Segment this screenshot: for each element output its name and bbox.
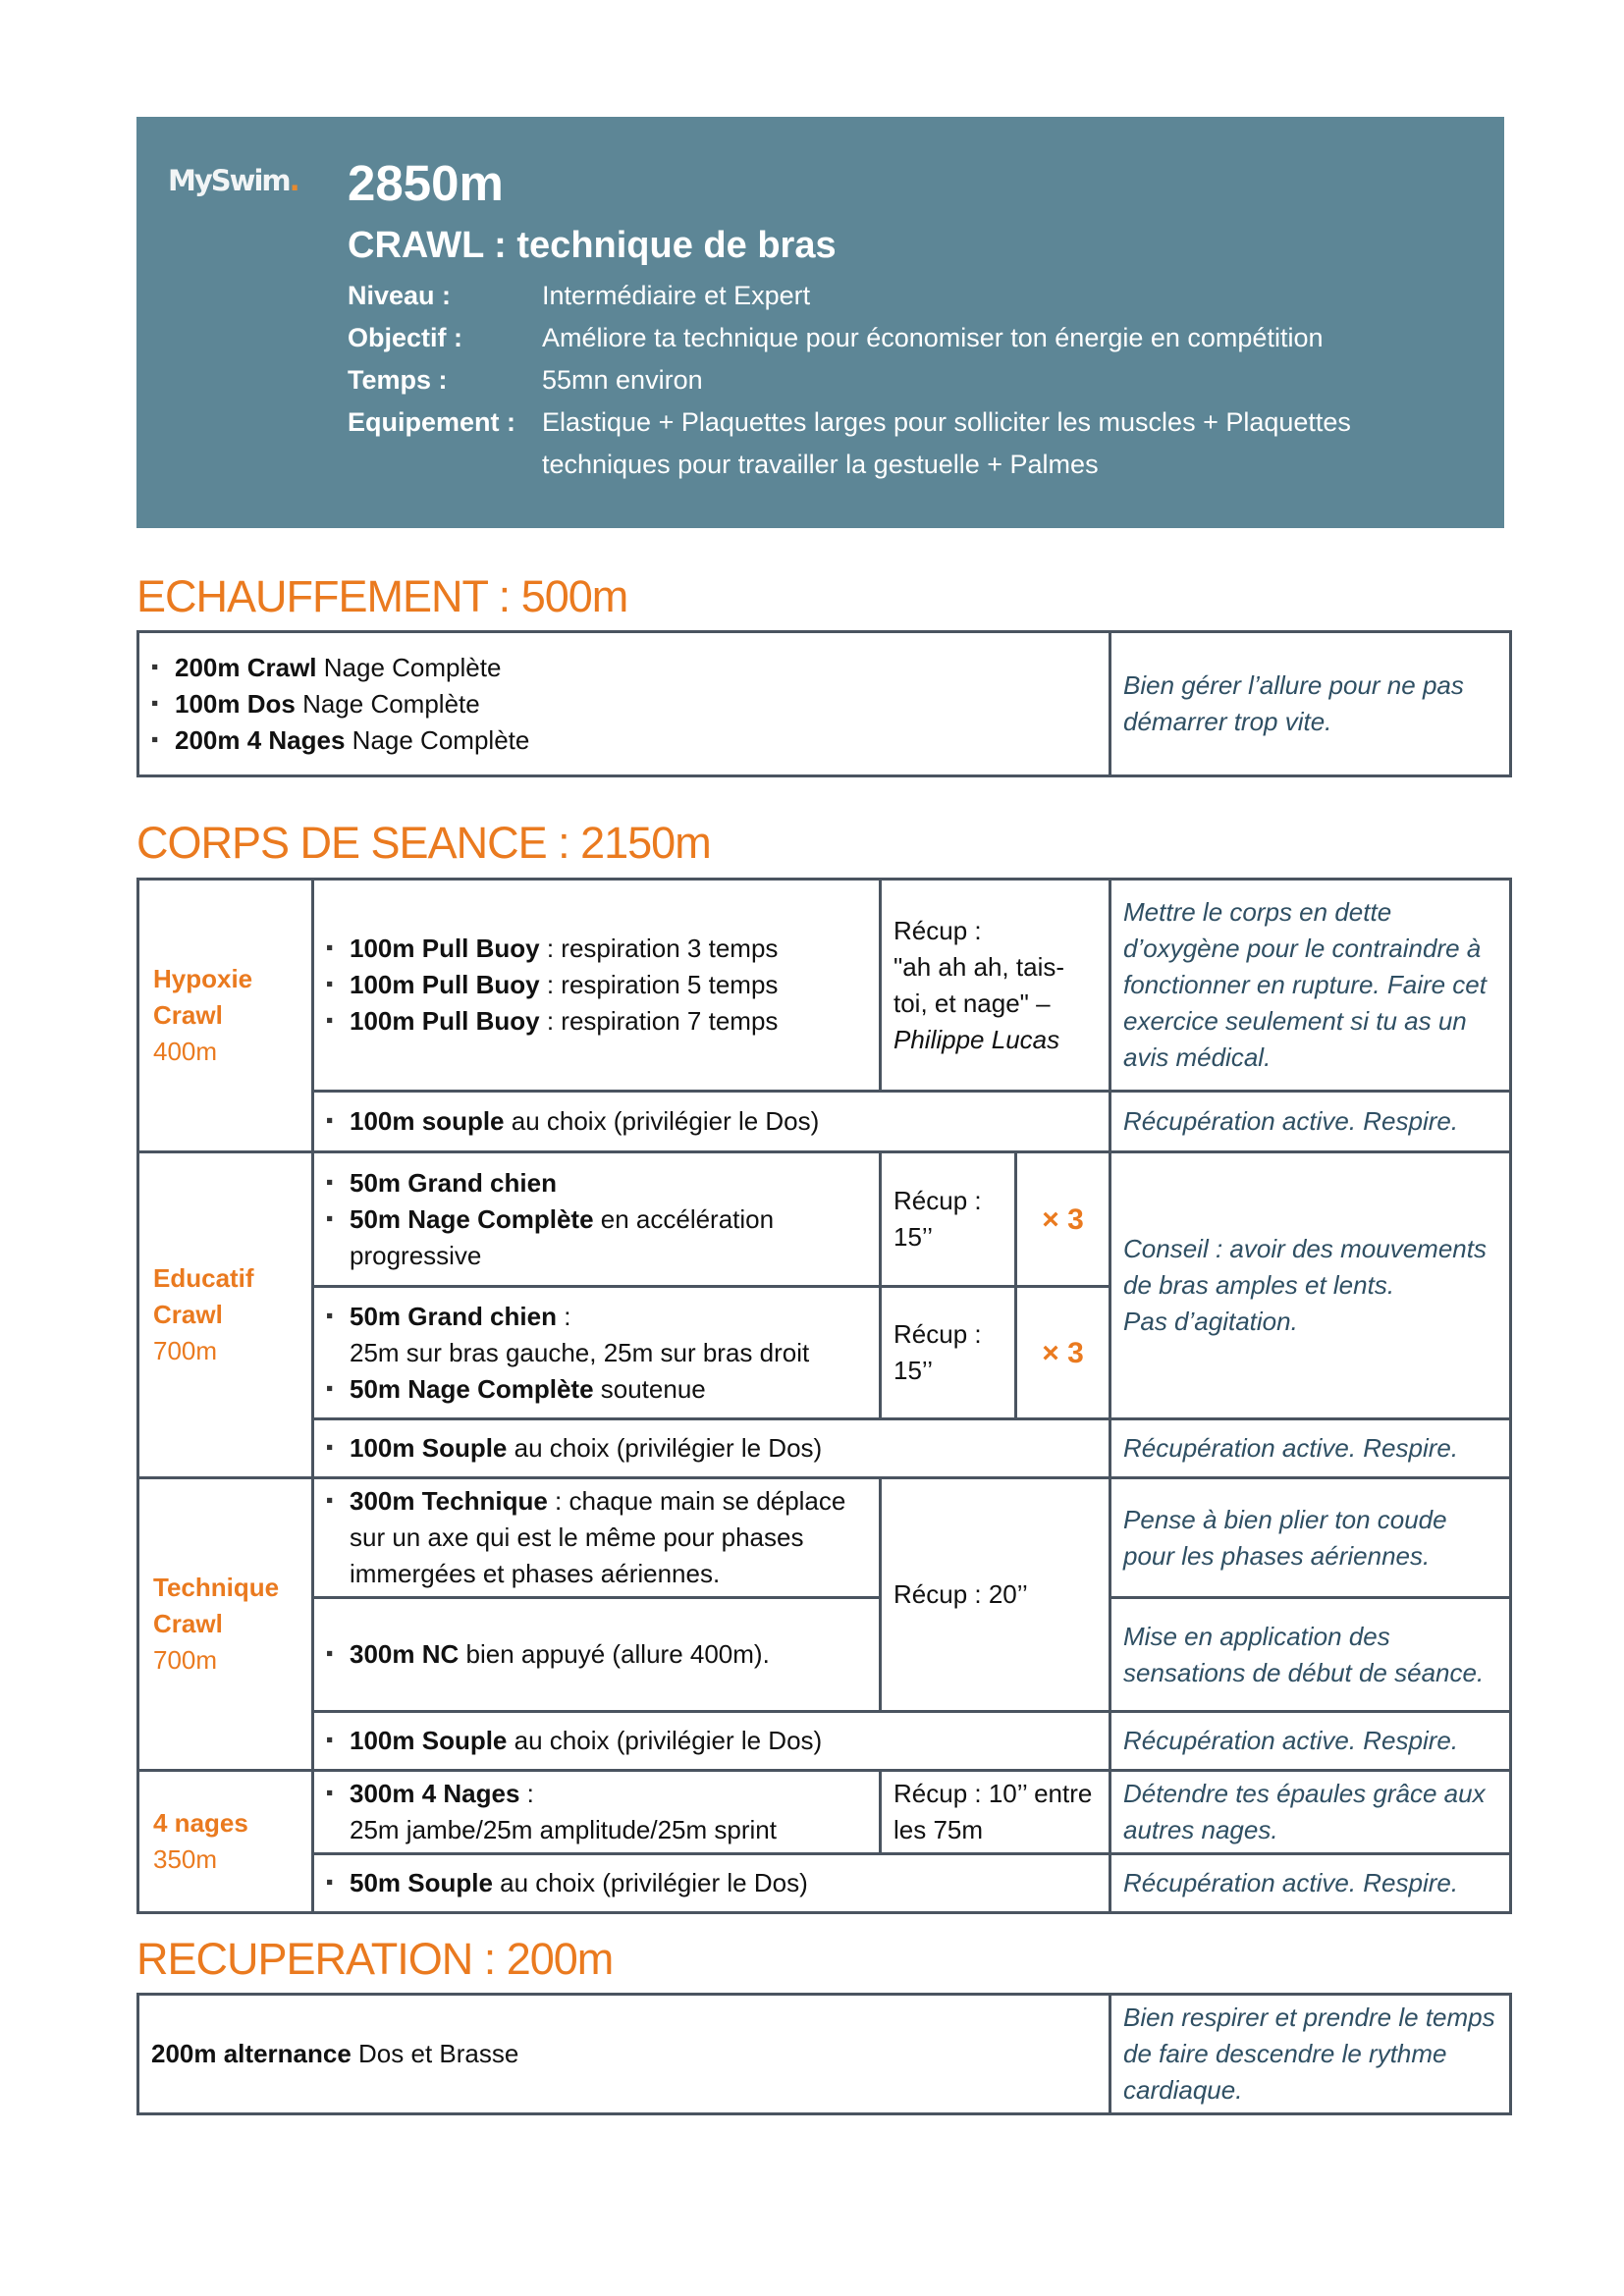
- meta-niveau: Niveau : Intermédiaire et Expert: [348, 281, 811, 310]
- hypoxie-recup: Récup : "ah ah ah, tais-toi, et nage" – Philippe Lucas: [881, 880, 1110, 1092]
- quatre-nages-souple: ▪ 50m Souple au choix (privilégier le Dos): [313, 1854, 1110, 1913]
- warmup-table: [136, 630, 1512, 777]
- table-row: [138, 1152, 1511, 1287]
- technique-item1: [313, 1478, 881, 1598]
- list-item: ▪ 200m Crawl Nage Complète: [151, 650, 1097, 686]
- table-row: [138, 1092, 1511, 1152]
- hypoxie-souple: ▪ 100m souple au choix (privilégier le Dos): [313, 1092, 1110, 1152]
- main-table: [136, 878, 1512, 1914]
- educatif-set2-recup: Récup : 15’’: [881, 1287, 1016, 1419]
- technique-note-1: Pense à bien plier ton coude pour les phases aériennes.: [1110, 1478, 1511, 1598]
- list-item: ▪ 100m Pull Buoy : respiration 5 temps: [326, 967, 867, 1003]
- table-row: [138, 1478, 1511, 1598]
- meta-objectif: Objectif : Améliore ta technique pour économiser ton énergie en compétition: [348, 323, 1324, 352]
- warmup-items: [138, 632, 1110, 776]
- table-row: [138, 1854, 1511, 1913]
- meta-temps: Temps : 55mn environ: [348, 365, 703, 395]
- session-meta: [348, 275, 1477, 486]
- list-item-detail: 25m jambe/25m amplitude/25m sprint: [350, 1815, 777, 1844]
- total-distance: 2850m: [348, 155, 504, 211]
- block-label-4-nages: 4 nages 350m: [138, 1771, 313, 1913]
- list-item: ▪ 300m Technique : chaque main se déplace sur un axe qui est le même pour phases immergées et phases aériennes.: [326, 1483, 867, 1592]
- list-item: ▪ 100m Dos Nage Complète: [151, 686, 1097, 722]
- educatif-set2: [313, 1287, 881, 1419]
- technique-souple: ▪ 100m Souple au choix (privilégier le Dos): [313, 1712, 1110, 1771]
- hypoxie-note: Mettre le corps en dette d’oxygène pour le contraindre à fonctionner en rupture. Faire cet exercice seulement si tu as un avis médical.: [1110, 880, 1511, 1092]
- repeat-multiplier: × 3: [1016, 1152, 1110, 1287]
- technique-recup: Récup : 20’’: [881, 1478, 1110, 1712]
- list-item: ▪ 50m Nage Complète soutenue: [326, 1371, 867, 1408]
- recovery-item: 200m alternance Dos et Brasse: [138, 1995, 1110, 2114]
- table-row: [138, 632, 1511, 776]
- educatif-souple: ▪ 100m Souple au choix (privilégier le Dos): [313, 1419, 1110, 1478]
- list-item: ▪ 300m NC bien appuyé (allure 400m).: [326, 1636, 867, 1673]
- session-title: CRAWL : technique de bras: [348, 225, 837, 266]
- educatif-set1-recup: Récup : 15’’: [881, 1152, 1016, 1287]
- table-row: [138, 880, 1511, 1092]
- quatre-nages-souple-note: Récupération active. Respire.: [1110, 1854, 1511, 1913]
- list-item-detail: 25m sur bras gauche, 25m sur bras droit: [350, 1337, 810, 1367]
- table-row: [138, 1771, 1511, 1854]
- technique-souple-note: Récupération active. Respire.: [1110, 1712, 1511, 1771]
- table-row: [138, 1712, 1511, 1771]
- quatre-nages-item: [313, 1771, 881, 1854]
- session-header: [136, 117, 1504, 528]
- list-item: ▪ 50m Grand chien :: [326, 1299, 867, 1335]
- educatif-set1: [313, 1152, 881, 1287]
- quatre-nages-note: Détendre tes épaules grâce aux autres nages.: [1110, 1771, 1511, 1854]
- table-row: [138, 1598, 1511, 1712]
- educatif-note: Conseil : avoir des mouvements de bras amples et lents. Pas d’agitation.: [1110, 1152, 1511, 1419]
- list-item: ▪ 50m Grand chien: [326, 1165, 867, 1201]
- hypoxie-souple-note: Récupération active. Respire.: [1110, 1092, 1511, 1152]
- main-heading: CORPS DE SEANCE : 2150m: [136, 818, 711, 868]
- educatif-souple-note: Récupération active. Respire.: [1110, 1419, 1511, 1478]
- repeat-multiplier: × 3: [1016, 1287, 1110, 1419]
- warmup-heading: ECHAUFFEMENT : 500m: [136, 571, 628, 621]
- list-item: ▪ 300m 4 Nages :: [326, 1776, 867, 1812]
- recovery-table: [136, 1993, 1512, 2115]
- quatre-nages-recup: Récup : 10’’ entre les 75m: [881, 1771, 1110, 1854]
- recovery-heading: RECUPERATION : 200m: [136, 1934, 614, 1984]
- recovery-note: Bien respirer et prendre le temps de faire descendre le rythme cardiaque.: [1110, 1995, 1511, 2114]
- technique-note-2: Mise en application des sensations de début de séance.: [1110, 1598, 1511, 1712]
- block-label-technique: Technique Crawl 700m: [138, 1478, 313, 1771]
- list-item: ▪ 100m Pull Buoy : respiration 7 temps: [326, 1003, 867, 1040]
- warmup-note: Bien gérer l’allure pour ne pas démarrer trop vite.: [1110, 632, 1511, 776]
- block-label-educatif: Educatif Crawl 700m: [138, 1152, 313, 1478]
- meta-equipement: Equipement : Elastique + Plaquettes larges pour solliciter les muscles + Plaquettes techniques pour travailler la gestuelle + Palmes: [348, 407, 1351, 479]
- table-row: [138, 1995, 1511, 2114]
- list-item: ▪ 200m 4 Nages Nage Complète: [151, 722, 1097, 759]
- technique-item2: [313, 1598, 881, 1712]
- table-row: [138, 1419, 1511, 1478]
- hypoxie-items: [313, 880, 881, 1092]
- list-item: ▪ 50m Nage Complète en accélération progressive: [326, 1201, 867, 1274]
- block-label-hypoxie: Hypoxie Crawl 400m: [138, 880, 313, 1152]
- list-item: ▪ 100m Pull Buoy : respiration 3 temps: [326, 931, 867, 967]
- myswim-logo: MySwim.: [168, 164, 298, 197]
